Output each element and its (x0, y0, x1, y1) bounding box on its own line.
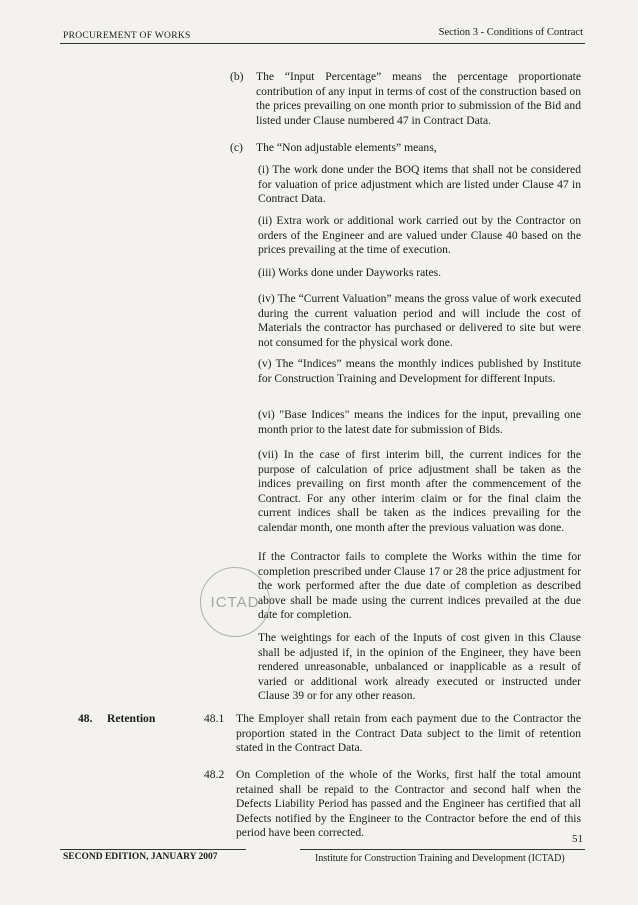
header-right: Section 3 - Conditions of Contract (438, 27, 583, 38)
clause-c-i: (i) The work done under the BOQ items that shall not be considered for valuation of price adjustment which are listed under Clause 47 in Contract Data. (258, 163, 581, 206)
footer-publisher: Institute for Construction Training and Development (ICTAD) (315, 853, 565, 864)
clause-c-text: The “Non adjustable elements” means, (256, 141, 437, 154)
footer-rule-left (60, 849, 246, 850)
retention-48-1-text: The Employer shall retain from each payment due to the Contractor the proportion stated in the Contract Data subject to the limit of retention stated in the Contract Data. (236, 712, 581, 755)
retention-48-2-text: On Completion of the whole of the Works, first half the total amount retained shall be repaid to the Contractor and second half when the Defects Liability Period has passed and the Engineer has certified that all Defects notified by the Engineer to the Contractor before the end of this period have been corrected. (236, 768, 581, 840)
clause-c-iv: (iv) The “Current Valuation” means the gross value of work executed during the current valuation period and will include the cost of Materials the contractor has purchased or delivered to site but were not consumed for the physical work done. (258, 292, 581, 349)
para-weightings: The weightings for each of the Inputs of cost given in this Clause shall be adjusted if, in the opinion of the Engineer, they have been rendered unreasonable, unbalanced or inapplicable as a result of varied or additional work already executed or instructed under Clause 39 or for any other reason. (258, 631, 581, 703)
retention-48-2-number: 48.2 (204, 768, 225, 781)
footer-rule-right (300, 849, 585, 850)
clause-c-iii: (iii) Works done under Dayworks rates. (258, 266, 442, 279)
clause-c-vii: (vii) In the case of first interim bill, the current indices for the purpose of calculation of price adjustment shall be taken as the indices prevailing on first month after the commencement of the Contract. For any other interim claim or for the final claim the current indices shall be taken as the indices prevailing for the calendar month, one month after the previous valuation was done. (258, 448, 581, 534)
clause-c-label: (c) (230, 141, 243, 154)
retention-number: 48. (78, 712, 93, 725)
footer-edition: SECOND EDITION, JANUARY 2007 (63, 852, 218, 862)
page-number: 51 (572, 833, 583, 845)
ictad-stamp: ICTAD (200, 567, 270, 637)
header-left: PROCUREMENT OF WORKS (63, 31, 191, 41)
retention-48-1-number: 48.1 (204, 712, 225, 725)
clause-c-ii: (ii) Extra work or additional work carried out by the Contractor on orders of the Engineer and are valued under Clause 40 based on the prices prevailing at the time of execution. (258, 214, 581, 257)
para-completion-failure: If the Contractor fails to complete the Works within the time for completion prescribed under Clause 17 or 28 the price adjustment for the work performed after the due date of completion as described above shall be made using the current indices prevailed at the due date for completion. (258, 550, 581, 622)
clause-b-label: (b) (230, 70, 244, 83)
retention-title: Retention (107, 712, 156, 725)
clause-c-vi: (vi) "Base Indices" means the indices for the input, prevailing one month prior to the latest date for submission of Bids. (258, 408, 581, 436)
header-rule (60, 43, 585, 44)
clause-c-v: (v) The “Indices” means the monthly indices published by Institute for Construction Training and Development for different Inputs. (258, 357, 581, 385)
clause-b-text: The “Input Percentage” means the percentage proportionate contribution of any input in terms of cost of the construction based on the prices prevailing on one month prior to submission of the Bid and listed under Clause numbered 47 in Contract Data. (256, 70, 581, 127)
